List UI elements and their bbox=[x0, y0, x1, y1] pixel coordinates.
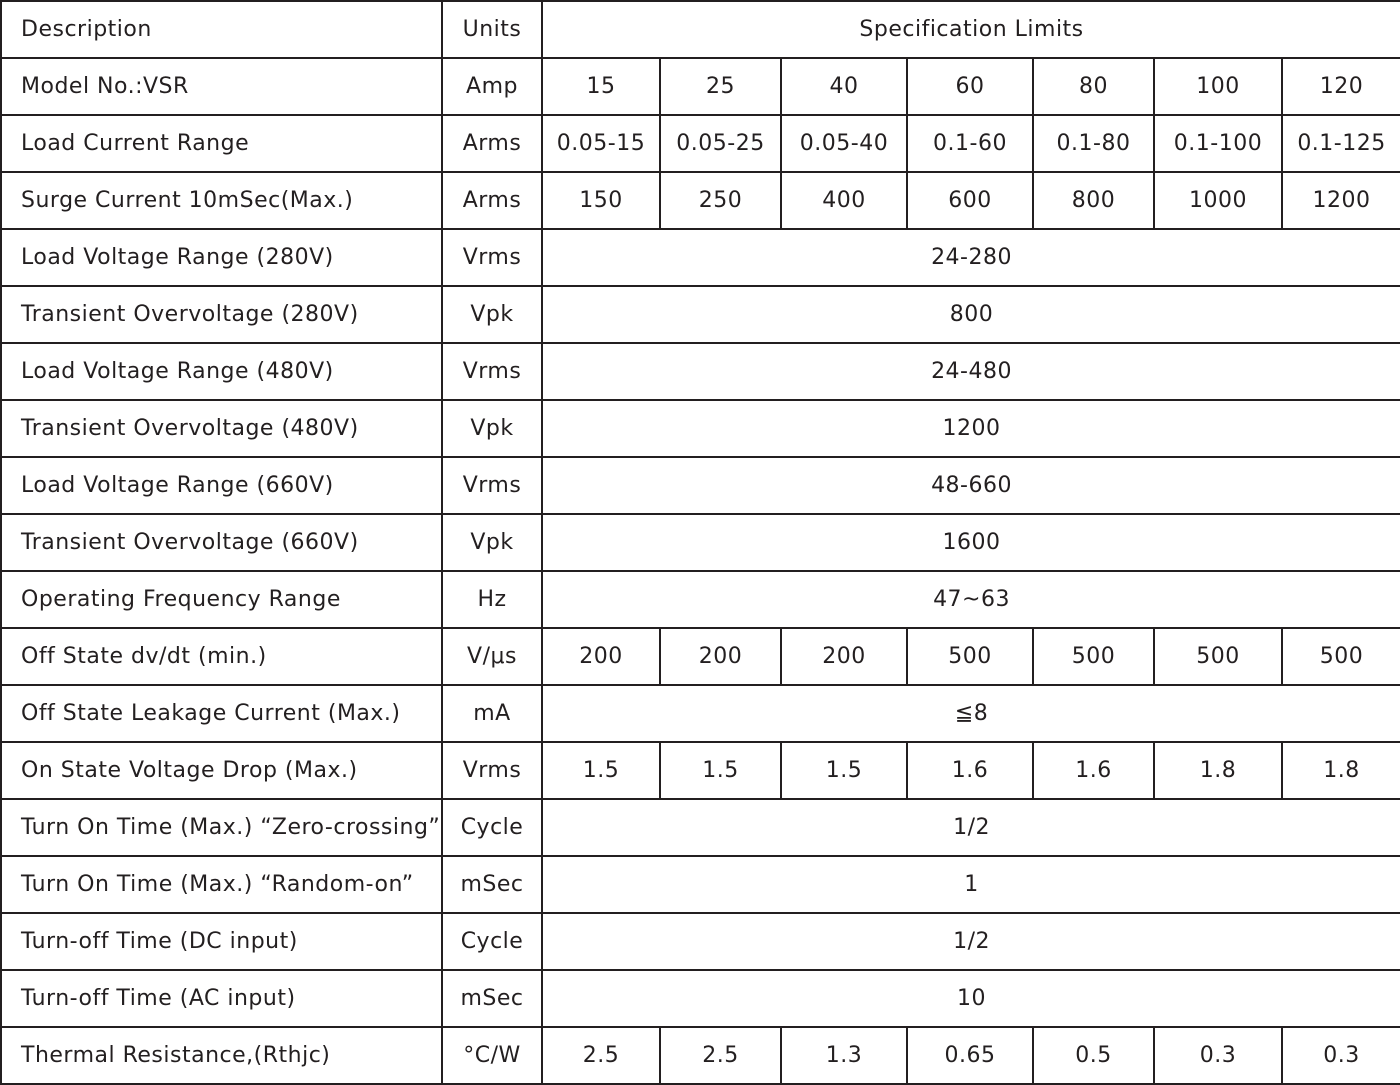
row-value-cell: 2.5 bbox=[660, 1027, 781, 1084]
row-value-cell: 100 bbox=[1154, 58, 1282, 115]
row-units: Vrms bbox=[442, 343, 542, 400]
row-units: mSec bbox=[442, 970, 542, 1027]
row-value-cell: 80 bbox=[1033, 58, 1154, 115]
row-value-cell: 1.6 bbox=[1033, 742, 1154, 799]
row-value-cell: 800 bbox=[1033, 172, 1154, 229]
row-value-cell: 1.8 bbox=[1282, 742, 1400, 799]
row-spanning-value: ≦8 bbox=[542, 685, 1400, 742]
table-row bbox=[1, 172, 1400, 229]
row-description: Surge Current 10mSec(Max.) bbox=[1, 172, 442, 229]
row-value-cell: 1000 bbox=[1154, 172, 1282, 229]
row-value-cell: 150 bbox=[542, 172, 660, 229]
row-units: Vrms bbox=[442, 457, 542, 514]
row-spanning-value: 24-480 bbox=[542, 343, 1400, 400]
row-value-cell: 1.5 bbox=[542, 742, 660, 799]
row-description: Load Voltage Range (480V) bbox=[1, 343, 442, 400]
table-row bbox=[1, 115, 1400, 172]
row-units: Vrms bbox=[442, 229, 542, 286]
row-value-cell: 500 bbox=[1282, 628, 1400, 685]
row-units: Cycle bbox=[442, 799, 542, 856]
row-value-cell: 1.5 bbox=[660, 742, 781, 799]
header-specification-limits: Specification Limits bbox=[542, 1, 1400, 58]
row-value-cell: 600 bbox=[907, 172, 1033, 229]
table-row bbox=[1, 1027, 1400, 1084]
row-spanning-value: 800 bbox=[542, 286, 1400, 343]
row-units: Vpk bbox=[442, 514, 542, 571]
row-spanning-value: 1 bbox=[542, 856, 1400, 913]
table-row bbox=[1, 343, 1400, 400]
row-value-cell: 40 bbox=[781, 58, 907, 115]
row-value-cell: 25 bbox=[660, 58, 781, 115]
row-value-cell: 0.05-40 bbox=[781, 115, 907, 172]
row-description: Thermal Resistance,(Rthjc) bbox=[1, 1027, 442, 1084]
row-description: On State Voltage Drop (Max.) bbox=[1, 742, 442, 799]
row-description: Model No.:VSR bbox=[1, 58, 442, 115]
row-description: Turn-off Time (DC input) bbox=[1, 913, 442, 970]
row-units: V/μs bbox=[442, 628, 542, 685]
table-row bbox=[1, 742, 1400, 799]
table-row bbox=[1, 685, 1400, 742]
row-value-cell: 0.05-25 bbox=[660, 115, 781, 172]
row-description: Turn-off Time (AC input) bbox=[1, 970, 442, 1027]
row-value-cell: 200 bbox=[660, 628, 781, 685]
header-description: Description bbox=[1, 1, 442, 58]
specification-table-body bbox=[1, 1, 1400, 1084]
row-description: Off State Leakage Current (Max.) bbox=[1, 685, 442, 742]
row-units: Vrms bbox=[442, 742, 542, 799]
row-description: Transient Overvoltage (660V) bbox=[1, 514, 442, 571]
row-units: Arms bbox=[442, 172, 542, 229]
row-units: °C/W bbox=[442, 1027, 542, 1084]
row-value-cell: 0.1-100 bbox=[1154, 115, 1282, 172]
row-value-cell: 2.5 bbox=[542, 1027, 660, 1084]
row-spanning-value: 48-660 bbox=[542, 457, 1400, 514]
table-row bbox=[1, 286, 1400, 343]
row-value-cell: 0.1-125 bbox=[1282, 115, 1400, 172]
row-value-cell: 120 bbox=[1282, 58, 1400, 115]
row-description: Turn On Time (Max.) “Zero-crossing” bbox=[1, 799, 442, 856]
row-value-cell: 1.8 bbox=[1154, 742, 1282, 799]
row-description: Transient Overvoltage (280V) bbox=[1, 286, 442, 343]
row-description: Off State dv/dt (min.) bbox=[1, 628, 442, 685]
row-description: Transient Overvoltage (480V) bbox=[1, 400, 442, 457]
row-value-cell: 15 bbox=[542, 58, 660, 115]
row-units: Vpk bbox=[442, 400, 542, 457]
row-description: Load Voltage Range (660V) bbox=[1, 457, 442, 514]
row-value-cell: 500 bbox=[1154, 628, 1282, 685]
row-value-cell: 500 bbox=[1033, 628, 1154, 685]
row-value-cell: 1.3 bbox=[781, 1027, 907, 1084]
table-row bbox=[1, 58, 1400, 115]
table-row bbox=[1, 628, 1400, 685]
row-value-cell: 0.05-15 bbox=[542, 115, 660, 172]
row-spanning-value: 1/2 bbox=[542, 799, 1400, 856]
row-value-cell: 0.5 bbox=[1033, 1027, 1154, 1084]
row-spanning-value: 1600 bbox=[542, 514, 1400, 571]
row-value-cell: 500 bbox=[907, 628, 1033, 685]
row-value-cell: 200 bbox=[781, 628, 907, 685]
row-value-cell: 400 bbox=[781, 172, 907, 229]
row-units: Amp bbox=[442, 58, 542, 115]
row-value-cell: 250 bbox=[660, 172, 781, 229]
table-row bbox=[1, 400, 1400, 457]
row-value-cell: 60 bbox=[907, 58, 1033, 115]
row-description: Turn On Time (Max.) “Random-on” bbox=[1, 856, 442, 913]
row-value-cell: 1200 bbox=[1282, 172, 1400, 229]
row-units: mA bbox=[442, 685, 542, 742]
row-value-cell: 1.6 bbox=[907, 742, 1033, 799]
table-row bbox=[1, 571, 1400, 628]
header-units: Units bbox=[442, 1, 542, 58]
row-units: Arms bbox=[442, 115, 542, 172]
row-value-cell: 200 bbox=[542, 628, 660, 685]
row-value-cell: 1.5 bbox=[781, 742, 907, 799]
row-units: mSec bbox=[442, 856, 542, 913]
row-value-cell: 0.3 bbox=[1282, 1027, 1400, 1084]
row-value-cell: 0.3 bbox=[1154, 1027, 1282, 1084]
row-units: Cycle bbox=[442, 913, 542, 970]
row-value-cell: 0.1-80 bbox=[1033, 115, 1154, 172]
table-row bbox=[1, 970, 1400, 1027]
row-spanning-value: 10 bbox=[542, 970, 1400, 1027]
table-header-row bbox=[1, 1, 1400, 58]
row-value-cell: 0.65 bbox=[907, 1027, 1033, 1084]
row-description: Load Voltage Range (280V) bbox=[1, 229, 442, 286]
table-row bbox=[1, 229, 1400, 286]
row-spanning-value: 1/2 bbox=[542, 913, 1400, 970]
row-units: Hz bbox=[442, 571, 542, 628]
table-row bbox=[1, 856, 1400, 913]
row-spanning-value: 24-280 bbox=[542, 229, 1400, 286]
row-description: Operating Frequency Range bbox=[1, 571, 442, 628]
row-description: Load Current Range bbox=[1, 115, 442, 172]
row-spanning-value: 47~63 bbox=[542, 571, 1400, 628]
row-units: Vpk bbox=[442, 286, 542, 343]
table-row bbox=[1, 799, 1400, 856]
table-row bbox=[1, 913, 1400, 970]
row-value-cell: 0.1-60 bbox=[907, 115, 1033, 172]
table-row bbox=[1, 514, 1400, 571]
row-spanning-value: 1200 bbox=[542, 400, 1400, 457]
table-row bbox=[1, 457, 1400, 514]
